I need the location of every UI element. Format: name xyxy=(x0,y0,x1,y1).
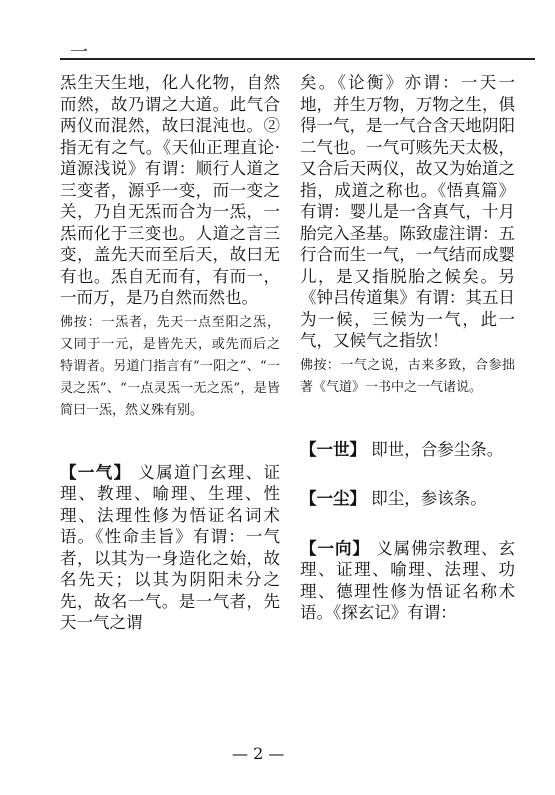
entry-yixiang-body: 义属佛宗教理、玄理、证理、喻理、法理、功理、德理性修为悟证名称术语。《探玄记》有谓： xyxy=(300,538,516,622)
entry-yichen-head: 【一尘】 xyxy=(300,489,366,508)
entry-yichen-body: 即尘，参该条。 xyxy=(366,489,487,508)
entry-yiqi xyxy=(60,462,280,634)
right-note: 佛按：一气之说，古来多致，合参拙著《气道》一书中之一气诸说。 xyxy=(300,357,515,395)
header-mark: 一 xyxy=(70,42,88,63)
entry-yichen xyxy=(300,488,515,510)
entry-yishi-head: 【一世】 xyxy=(300,439,366,459)
right-column xyxy=(300,72,515,624)
entry-yiqi-body: 义属道门玄理、证理、教理、喻理、生理、性理、法理性修为悟证名词术语。《性命圭旨》有谓：一气者，以其为一身造化之始，故名先天；以其为阴阳未分之先，故名一气。是一气者，先天一气之谓 xyxy=(60,462,281,632)
entry-yishi-body: 即世，合参尘条。 xyxy=(366,439,504,459)
entry-yixiang xyxy=(300,538,515,624)
right-paragraph: 矣。《论衡》亦谓：一天一地，并生万物，万物之生，俱得一气，是一气合含天地阴阳二气也。一气可赅先天太极，又合后天两仪，故又为始道之指，成道之称也。《悟真篇》有谓：婴儿是一含真气，十月胎完入圣基。陈致虚注谓：五行合而生一气，一气结而成婴儿，是又指脱胎之候矣。另《钟吕传道集》有谓：其五日为一候，三候为一气，此一气，又候气之指欤！ xyxy=(300,73,515,350)
page-number: — 2 — xyxy=(232,744,285,763)
left-column xyxy=(60,72,280,634)
header-rule xyxy=(60,58,535,60)
entry-yishi xyxy=(300,439,515,461)
entry-yixiang-head: 【一向】 xyxy=(300,538,370,558)
left-paragraph: 炁生天生地，化人化物，自然而然，故乃谓之大道。此气合两仪而混然，故曰混沌也。②指无有之气。《天仙正理直论·道源浅说》有谓：顺行人道之三变者，源乎一变，而一变之关，乃自无炁而合为一炁，一炁而化于三变也。人道之言三变，盖先天而至后天，故曰无有也。炁自无而有，有而一，一而万，是乃自然而然也。 xyxy=(60,73,280,307)
entry-yiqi-head: 【一气】 xyxy=(60,462,132,482)
left-note: 佛按：一炁者，先天一点至阳之炁，又同于一元，是皆先天，或先而后之特谓者。另道门指言有“一阳之”、“一灵之炁”、“一点灵炁一无之炁”，是皆简曰一炁，然义殊有别。 xyxy=(60,314,280,418)
